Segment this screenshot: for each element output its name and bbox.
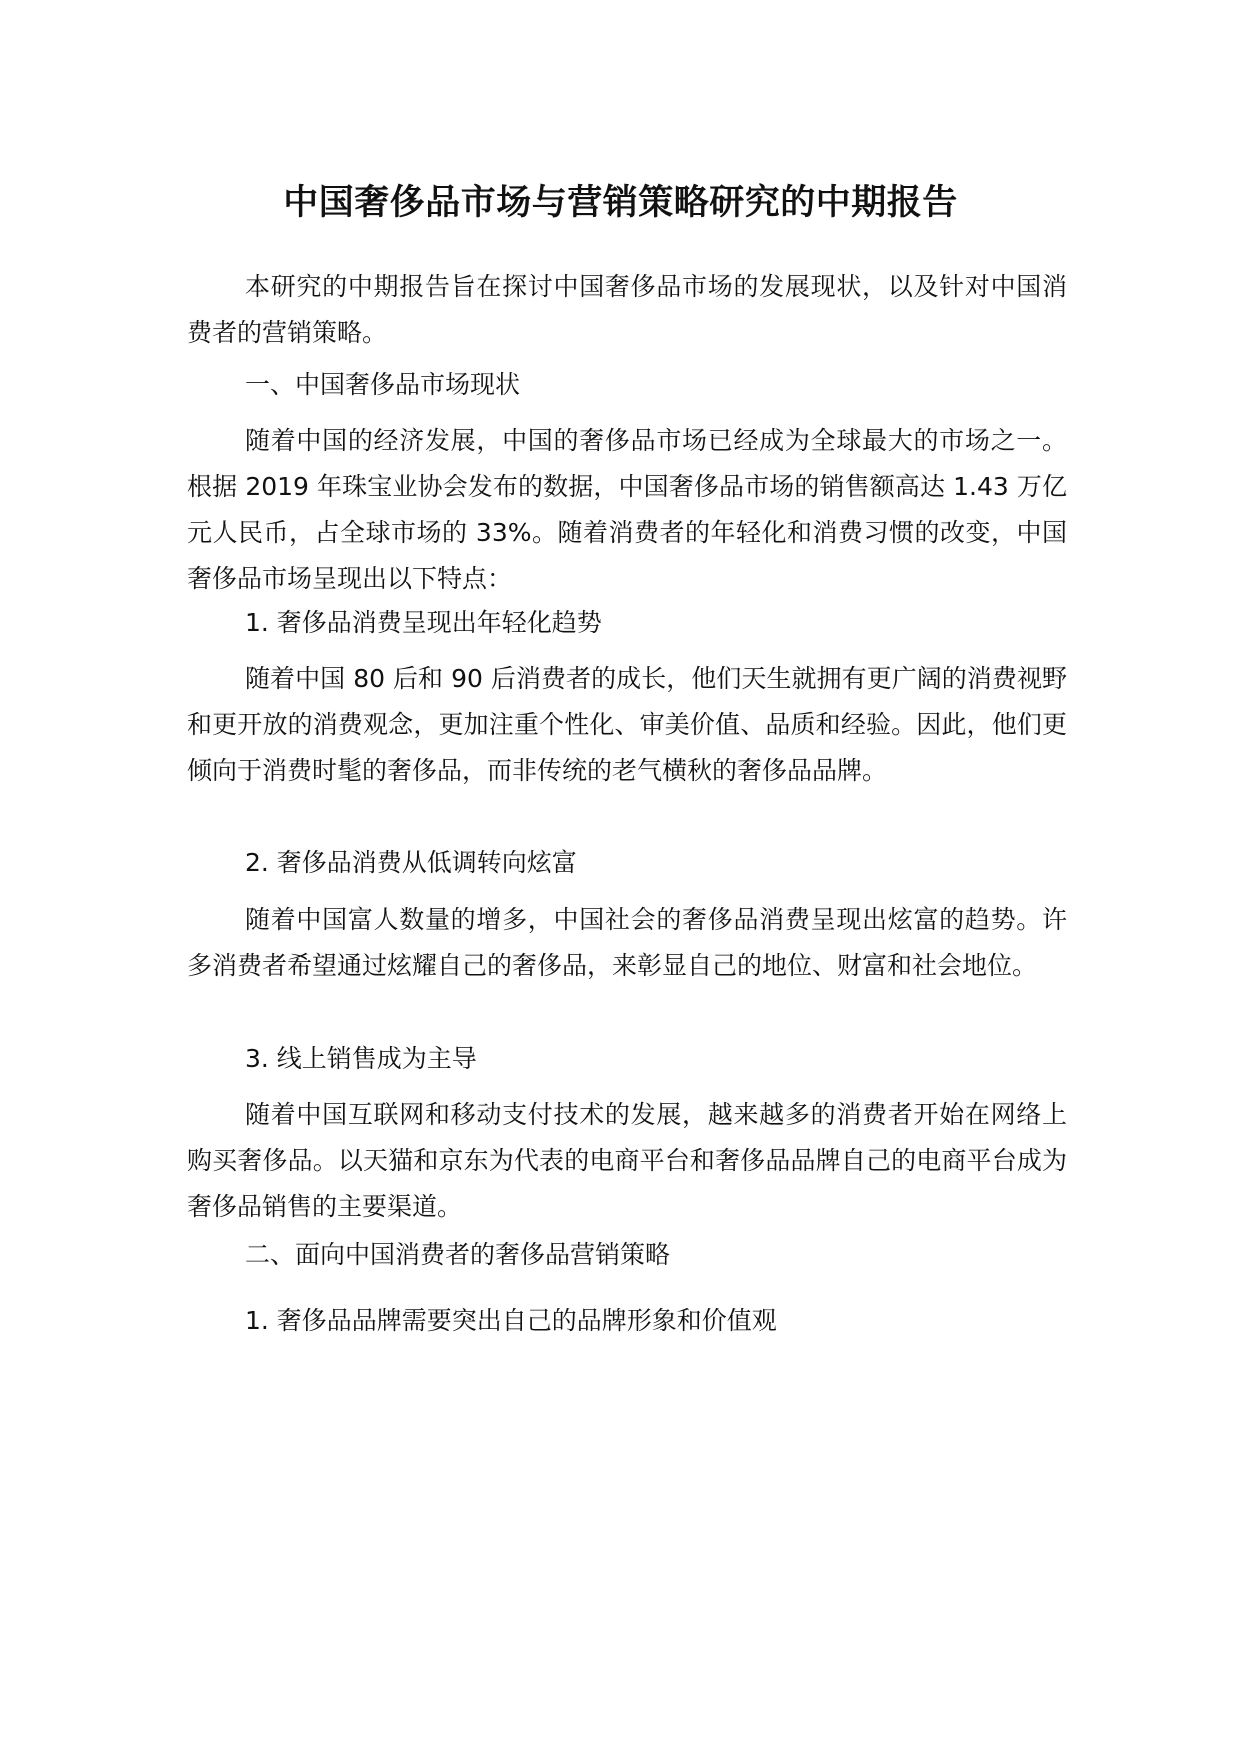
subheading-2-1: 1. 奢侈品品牌需要突出自己的品牌形象和价值观 xyxy=(245,1306,777,1335)
market-status-paragraph: 随着中国的经济发展，中国的奢侈品市场已经成为全球最大的市场之一。根据 2019 年珠宝业协会发布的数据，中国奢侈品市场的销售额高达 1.43 万亿元人民币，占全球市场的 33%。随着消费者的年轻化和消费习惯的改变，中国奢侈品市场呈现出以下特点： xyxy=(187,426,1067,593)
show-off-paragraph: 随着中国富人数量的增多，中国社会的奢侈品消费呈现出炫富的趋势。许多消费者希望通过炫耀自己的奢侈品，来彰显自己的地位、财富和社会地位。 xyxy=(187,905,1067,980)
online-sales-paragraph: 随着中国互联网和移动支付技术的发展，越来越多的消费者开始在网络上购买奢侈品。以天猫和京东为代表的电商平台和奢侈品品牌自己的电商平台成为奢侈品销售的主要渠道。 xyxy=(187,1100,1067,1221)
section-heading-1: 一、中国奢侈品市场现状 xyxy=(245,370,521,399)
youth-trend-paragraph: 随着中国 80 后和 90 后消费者的成长，他们天生就拥有更广阔的消费视野和更开放的消费观念，更加注重个性化、审美价值、品质和经验。因此，他们更倾向于消费时髦的奢侈品，而非传统的老气横秋的奢侈品品牌。 xyxy=(187,664,1067,785)
subheading-1-3: 3. 线上销售成为主导 xyxy=(245,1044,477,1073)
section-heading-2: 二、面向中国消费者的奢侈品营销策略 xyxy=(245,1240,671,1269)
document-title: 中国奢侈品市场与营销策略研究的中期报告 xyxy=(283,183,958,223)
intro-paragraph: 本研究的中期报告旨在探讨中国奢侈品市场的发展现状，以及针对中国消费者的营销策略。 xyxy=(187,272,1067,347)
subheading-1-1: 1. 奢侈品消费呈现出年轻化趋势 xyxy=(245,608,602,637)
subheading-1-2: 2. 奢侈品消费从低调转向炫富 xyxy=(245,848,577,877)
